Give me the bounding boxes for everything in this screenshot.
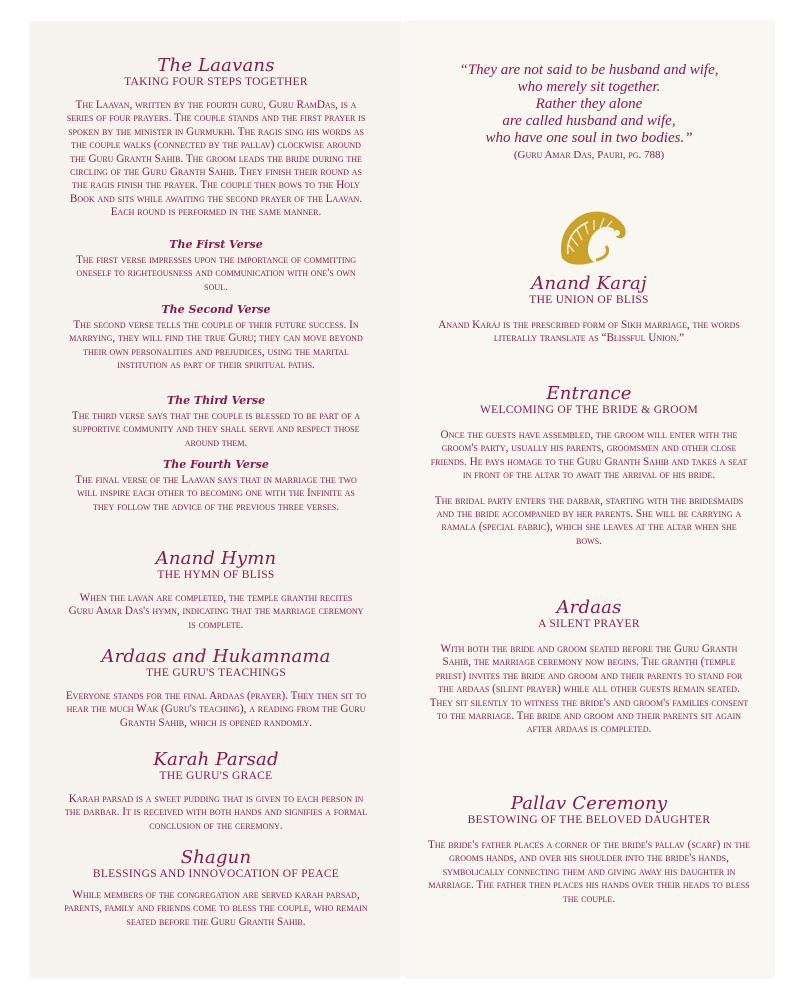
quote-line-4: are called husband and wife, [502,113,676,129]
anand-karaj-subtitle: THE UNION OF BLISS [529,294,649,306]
anand-karaj-body: Anand Karaj is the prescribed form of Sikh marriage, the words literally translate as “Blissful Union.” [438,319,740,345]
quote-citation: (Guru Amar Das, Pauri, pg. 788) [513,149,665,161]
karah-parsad-title: Karah Parsad [153,749,279,770]
second-verse-section [31,303,401,373]
anand-hymn-section [31,549,401,632]
quote-line-2: who merely sit together. [517,79,661,95]
anand-hymn-body: When the lavan are completed, the temple granthi recites Guru Amar Das's hymn, indicating that the marriage ceremony is complete. [68,592,364,631]
pallav-subtitle: BESTOWING OF THE BELOVED DAUGHTER [467,814,711,826]
pallav-section [405,794,773,906]
entrance-title: Entrance [546,383,632,404]
pallav-title: Pallav Ceremony [510,793,668,814]
karah-parsad-body: Karah parsad is a sweet pudding that is given to each person in the darbar. It is received with both hands and signifies a formal conclusion of the ceremony. [64,793,368,832]
anand-hymn-subtitle: THE HYMN OF BLISS [157,569,275,581]
first-verse-section [31,238,401,294]
ardaas-hukamnama-subtitle: THE GURU'S TEACHINGS [145,667,287,679]
laavans-title: The Laavans [157,55,275,76]
entrance-subtitle: WELCOMING OF THE BRIDE & GROOM [479,404,699,416]
right-program-panel [405,22,773,977]
first-verse-body: The first verse impresses upon the importance of committing oneself to righteousness and communication with one's own soul. [75,254,357,293]
laavans-body: The Laavan, written by the fourth guru, Guru RamDas, is a series of four prayers. The couple stands and the first prayer is spoken by the minister in Gurmukhi. The ragis sing his words as the couple walks (connected by the pallav) clockwise around the Guru Granth Sahib. The groom leads the bride during the circling of the Guru Granth Sahib. They finish their round as the ragis finish the prayer. The couple then bows to the Holy Book and sits while awaiting the second prayer of the Laavan. Each round is performed in the same manner. [66,99,366,219]
ardaas-hukamnama-section [31,647,401,730]
fourth-verse-body: The final verse of the Laavan says that in marriage the two will inspire each other to becoming one with the Infinite as they follow the advice of the previous three verses. [75,474,357,513]
ardaas-title: Ardaas [556,597,622,618]
shagun-subtitle: BLESSINGS AND INNOVOCATION OF PEACE [92,868,340,880]
anand-karaj-title: Anand Karaj [531,273,647,294]
ardaas-hukamnama-body: Everyone stands for the final Ardaas (prayer). They then sit to hear the much Wak (Guru's teaching), a reading from the Guru Granth Sahib, which is opened randomly. [65,690,367,729]
second-verse-title: The Second Verse [161,303,271,316]
entrance-section [405,384,773,548]
pallav-body: The bride's father places a corner of the bride's pallav (scarf) in the grooms hands, and over his shoulder into the bride's hands, symbolically connecting them and giving away his daughter in marriage. The father then places his hands over their heads to bless the couple. [428,839,750,905]
third-verse-body: The third verse says that the couple is blessed to be part of a supportive community and they shall serve and respect those around them. [71,410,361,449]
karah-parsad-subtitle: THE GURU'S GRACE [159,770,273,782]
anand-hymn-title: Anand Hymn [155,548,277,569]
anand-karaj-section [405,274,773,346]
quote-line-3: Rather they alone [535,96,643,112]
quote-line-1: “They are not said to be husband and wife, [459,62,719,78]
ardaas-subtitle: A SILENT PRAYER [538,618,640,630]
left-program-panel [31,22,401,977]
quote-block [405,62,773,161]
shagun-body: While members of the congregation are served karah parsad, parents, family and friends come to bless the couple, who remain seated before the Guru Granth Sahib. [64,889,368,928]
laavans-section [31,56,401,220]
quote-line-5: who have one soul in two bodies.” [485,130,693,146]
laavans-subtitle: TAKING FOUR STEPS TOGETHER [124,76,308,88]
third-verse-title: The Third Verse [166,394,266,407]
entrance-body-2: The bridal party enters the darbar, starting with the bridesmaids and the bride accompanied by her parents. She will be carrying a ramala (special fabric), which she leaves at the altar when she bows. [434,494,744,547]
second-verse-body: The second verse tells the couple of their future success. In marrying, they will find the true Guru; they can move beyond their own personalities and prejudices, using the marital institution as part of their spiritual paths. [69,319,363,372]
paisley-feather-icon [405,200,773,268]
entrance-body-1: Once the guests have assembled, the groom will enter with the groom's party, usually his parents, groomsmen and other close friends. He pays homage to the Guru Granth Sahib and takes a seat in front of the altar to await the arrival of his bride. [430,429,748,482]
ardaas-body: With both the bride and groom seated before the Guru Granth Sahib, the marriage ceremony now begins. The granthi (temple priest) invites the bride and groom and their parents to stand for the ardaas (silent prayer) while all other guests remain seated. They sit silently to witness the bride's and groom's families consent to the marriage. The bride and groom and their parents sit again after ardaas is completed. [429,643,749,736]
fourth-verse-section [31,458,401,514]
karah-parsad-section [31,750,401,833]
shagun-section [31,848,401,929]
first-verse-title: The First Verse [169,238,263,251]
fourth-verse-title: The Fourth Verse [163,458,269,471]
shagun-title: Shagun [180,847,252,868]
ardaas-section [405,598,773,737]
ardaas-hukamnama-title: Ardaas and Hukamnama [101,646,331,667]
third-verse-section [31,394,401,450]
